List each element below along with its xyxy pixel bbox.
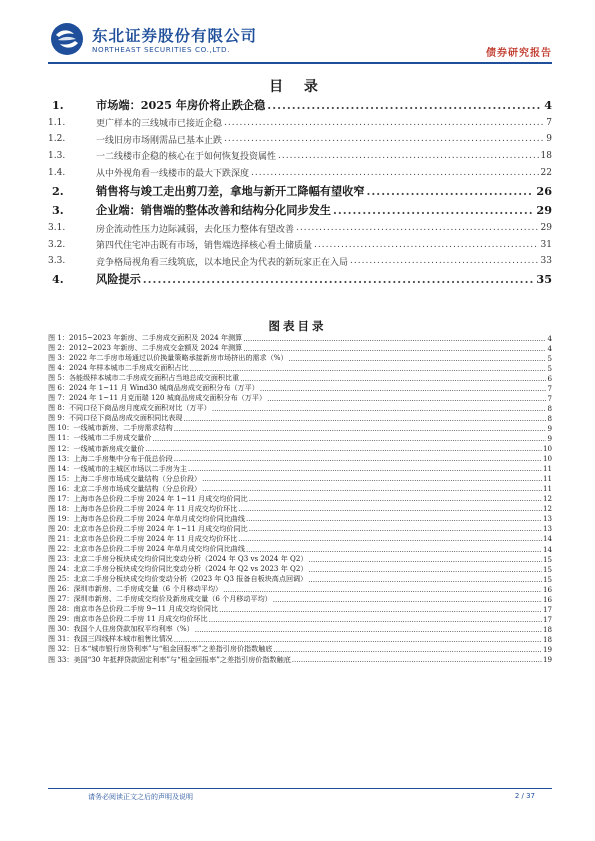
footer-divider	[48, 788, 552, 789]
toc-leader-dots	[314, 240, 539, 250]
toc-entry-page: 29	[540, 223, 552, 234]
figure-entry-title: 图 30：我国个人住房贷款加权平均利率（%）	[48, 624, 194, 634]
figure-leader-dots	[249, 524, 542, 533]
toc-leader-dots	[251, 168, 539, 178]
figure-leader-dots	[238, 504, 542, 513]
toc-leader-dots	[224, 118, 544, 128]
toc-entry-title: 一线旧房市场刚需品已基本止跌	[96, 135, 223, 146]
footer-page-number: 2 / 37	[514, 792, 535, 800]
figure-entry-page: 18	[542, 624, 552, 634]
figure-entry[interactable]	[48, 634, 552, 644]
figure-entry-page: 11	[542, 474, 552, 484]
figure-leader-dots	[273, 645, 542, 654]
figure-leader-dots	[209, 615, 542, 624]
figure-leader-dots	[243, 334, 546, 343]
toc-entry[interactable]	[48, 148, 552, 165]
figure-entry-page: 8	[547, 413, 552, 423]
brand-name-en: NORTHEAST SECURITIES CO.,LTD.	[92, 45, 230, 54]
figure-leader-dots	[308, 575, 542, 584]
toc-entry-title: 企业端：销售端的整体改善和结构分化同步发生	[96, 203, 331, 218]
report-type-label: 债券研究报告	[486, 48, 552, 59]
toc-entry-title: 竞争格局视角看三线筑底，以本地民企为代表的新玩家正在入局	[96, 257, 349, 268]
toc-leader-dots	[296, 223, 539, 233]
toc-entry-page: 31	[540, 239, 552, 250]
toc-entry-page: 4	[544, 97, 552, 112]
figure-entry[interactable]	[48, 614, 552, 624]
toc-entry[interactable]	[48, 270, 552, 290]
figure-leader-dots	[212, 404, 547, 413]
figure-entry-page: 6	[547, 373, 552, 383]
figure-entry-page: 16	[542, 584, 552, 594]
figure-entry-title: 图 12：一线城市新房成交量价	[48, 443, 145, 453]
toc-entry-title: 销售将与竣工走出剪刀差，拿地与新开工降幅有望收窄	[96, 183, 365, 198]
figure-entry[interactable]	[48, 524, 552, 534]
footer-disclaimer: 请务必阅读正文之后的声明及说明	[88, 793, 193, 801]
toc-entry[interactable]	[48, 253, 552, 270]
figure-entry[interactable]	[48, 433, 552, 443]
figure-leader-dots	[246, 514, 542, 523]
figure-entry-title: 图 4：2024 年样本城市二手房成交面积占比	[48, 363, 189, 373]
toc-leader-dots	[143, 272, 535, 286]
toc-leader-dots	[278, 151, 539, 161]
toc-entry-page: 22	[540, 167, 552, 178]
figure-entry-page: 14	[542, 534, 552, 544]
figure-entry-title: 图 29：南京市各总价段二手房 11 月成交均价环比	[48, 614, 208, 624]
figure-entry[interactable]	[48, 624, 552, 634]
figure-entry[interactable]	[48, 484, 552, 494]
figure-entry-title: 图 10：一线城市新房、二手房需求结构	[48, 423, 173, 433]
figure-leader-dots	[202, 484, 542, 493]
figure-entry-page: 12	[542, 494, 552, 504]
toc-entry-number: 3.3.	[48, 256, 66, 267]
figure-leader-dots	[195, 625, 542, 634]
figure-leader-dots	[153, 434, 547, 443]
toc-entry-page: 7	[546, 117, 552, 128]
figure-entry-title: 图 22：北京市各总价段二手房 2024 年单月成交均价同比曲线	[48, 544, 245, 553]
toc-entry-title: 一二线楼市企稳的核心在于如何恢复投资属性	[96, 152, 277, 163]
figure-entry-title: 图 5：各能级样本城市二手房成交面积占当地总成交面积比重	[48, 373, 240, 383]
toc-entry-title: 市场端：2025 年房价将止跌企稳	[96, 97, 266, 112]
figure-entry-title: 图 25：北京二手房分板块成交均价变动分析（2023 年 Q3 报备自板块高点回调）	[48, 574, 308, 584]
figure-leader-dots	[273, 595, 542, 604]
toc-entry-number: 1.4.	[48, 167, 66, 178]
toc-entry-page: 18	[540, 150, 552, 161]
figure-entry[interactable]	[48, 494, 552, 504]
toc-entry-number: 1.1.	[48, 117, 66, 128]
figure-entry[interactable]	[48, 333, 552, 343]
figure-entry-title: 图 26：深圳市新房、二手房成交量（6 个月移动平均）	[48, 584, 223, 594]
page-header	[0, 0, 595, 64]
figure-entry[interactable]	[48, 413, 552, 423]
figure-entry-page: 17	[542, 614, 552, 624]
figure-entry[interactable]	[48, 383, 552, 393]
figure-entry-page: 13	[542, 524, 552, 534]
toc-leader-dots	[333, 203, 534, 217]
figure-entry-page: 19	[542, 644, 552, 654]
figure-entry[interactable]	[48, 353, 552, 363]
toc-entry-page: 33	[540, 256, 552, 267]
figure-entry-page: 11	[542, 464, 552, 474]
figure-leader-dots	[174, 454, 542, 463]
figure-entry-page: 11	[542, 484, 552, 494]
figure-leader-dots	[243, 344, 546, 353]
figure-list	[48, 333, 552, 665]
toc-entry-number: 3.	[52, 203, 64, 218]
toc-leader-dots	[367, 184, 535, 198]
figure-entry[interactable]	[48, 504, 552, 514]
figure-leader-dots	[202, 474, 542, 483]
figure-entry-title: 图 19：上海市各总价段二手房 2024 年单月成交均价同比曲线	[48, 513, 245, 523]
figure-entry-page: 4	[547, 343, 552, 353]
toc-entry-number: 1.2.	[48, 134, 66, 145]
toc-entry-number: 3.1.	[48, 223, 66, 234]
toc-entry-page: 35	[536, 272, 552, 287]
figure-entry-page: 4	[547, 333, 552, 343]
figure-entry[interactable]	[48, 403, 552, 413]
figure-leader-dots	[267, 394, 546, 403]
figure-entry-title: 图 21：北京市各总价段二手房 2024 年 11 月成交均价环比	[48, 533, 238, 543]
toc-entry-title: 更广样本的三线城市已接近企稳	[96, 119, 223, 130]
figure-entry-title: 图 27：深圳市新房、二手房成交均价及新房成交量（6 个月移动平均）	[48, 594, 272, 604]
figure-entry-page: 10	[542, 444, 552, 454]
toc-entry[interactable]	[48, 200, 552, 220]
figure-entry-page: 13	[542, 514, 552, 524]
toc-entry[interactable]	[48, 131, 552, 148]
figure-entry-title: 图 7：2024 年 1~11 月克而瑞 120 城商品房成交面积分布（万平）	[48, 393, 267, 403]
toc-entry-page: 29	[536, 203, 552, 218]
figure-entry-page: 15	[542, 574, 552, 584]
toc-entry[interactable]	[48, 181, 552, 201]
figure-entry-page: 19	[542, 655, 552, 665]
figure-entry-title: 图 1：2015~2023 年新房、二手房成交面积及 2024 年测算	[48, 333, 243, 343]
toc-entry-number: 2.	[52, 183, 64, 198]
toc-entry-number: 1.3.	[48, 150, 66, 161]
figure-entry-title: 图 11：一线城市二手房成交量价	[48, 433, 152, 443]
figure-entry-page: 9	[547, 423, 552, 433]
figure-entry-title: 图 2：2012~2023 年新房、二手房成交金额及 2024 年测算	[48, 343, 243, 353]
figure-entry[interactable]	[48, 373, 552, 383]
toc-entry-number: 4.	[52, 272, 64, 287]
toc-leader-dots	[224, 134, 544, 144]
figure-leader-dots	[145, 444, 542, 453]
figure-leader-dots	[260, 384, 547, 393]
figure-entry[interactable]	[48, 444, 552, 454]
figure-entry-title: 图 3：2022 年二手房市场通过以价换量策略承接新房市场挤出的需求（%）	[48, 353, 288, 363]
figure-entry-page: 16	[542, 594, 552, 604]
toc-entry-page: 9	[546, 134, 552, 145]
figure-entry-title: 图 28：南京市各总价段二手房 9~11 月成交均价同比	[48, 604, 219, 614]
figure-entry-title: 图 33：美国“30 年抵押贷款固定利率”与“租金回报率”之差指引房价指数触底	[48, 654, 291, 664]
figure-entry-title: 图 9：不同口径下商品房成交面积同比表现	[48, 413, 183, 423]
figure-entry-title: 图 13：上海二手房集中分布于低总价段	[48, 453, 173, 463]
figure-leader-dots	[238, 534, 542, 543]
figure-entry[interactable]	[48, 604, 552, 614]
figure-entry-title: 图 6：2024 年 1~11 月 Wind30 城商品房成交面积分布（万平）	[48, 383, 259, 393]
figure-entry[interactable]	[48, 454, 552, 464]
figure-leader-dots	[223, 585, 542, 594]
figure-entry[interactable]	[48, 544, 552, 554]
figure-entry-title: 图 31：我国三四线样本城市租售比情况	[48, 634, 173, 644]
toc-entry[interactable]	[48, 164, 552, 181]
toc-entry[interactable]	[48, 115, 552, 132]
figure-leader-dots	[240, 374, 546, 383]
figure-leader-dots	[174, 424, 547, 433]
figure-entry-page: 7	[547, 383, 552, 393]
figure-leader-dots	[190, 364, 547, 373]
figure-entry[interactable]	[48, 594, 552, 604]
toc-entry[interactable]	[48, 236, 552, 253]
toc-leader-dots	[267, 98, 542, 112]
figure-entry-title: 图 14：一线城市的主城区市场以二手房为主	[48, 463, 187, 473]
figure-entry[interactable]	[48, 584, 552, 594]
figure-entry-title: 图 23：北京二手房分板块成交均价同比变动分析（2024 年 Q3 vs 2024 年 Q2）	[48, 554, 308, 564]
figure-entry[interactable]	[48, 574, 552, 584]
toc-entry-title: 从中外视角看一线楼市的最大下跌深度	[96, 169, 250, 180]
figure-leader-dots	[289, 354, 547, 363]
toc-leader-dots	[350, 256, 539, 266]
figure-entry-title: 图 8：不同口径下商品房月度成交面积对比（万平）	[48, 403, 211, 413]
figure-entry-title: 图 24：北京二手房分板块成交均价同比变动分析（2024 年 Q2 vs 2023 年 Q2）	[48, 564, 308, 574]
toc-entry-number: 3.2.	[48, 239, 66, 250]
figure-leader-dots	[174, 635, 542, 644]
toc-entry[interactable]	[48, 220, 552, 237]
figure-leader-dots	[219, 605, 542, 614]
toc-entry-title: 风险提示	[96, 272, 141, 287]
figure-entry-page: 8	[547, 403, 552, 413]
figure-entry-page: 15	[542, 564, 552, 574]
figure-entry-page: 5	[547, 363, 552, 373]
figure-entry-page: 12	[542, 504, 552, 514]
figure-leader-dots	[308, 565, 541, 574]
figure-entry-page: 7	[547, 393, 552, 403]
figure-entry-page: 14	[542, 544, 552, 554]
figure-entry-page: 10	[542, 454, 552, 464]
figure-entry-page: 5	[547, 353, 552, 363]
toc-entry[interactable]	[48, 95, 552, 115]
figure-entry[interactable]	[48, 514, 552, 524]
toc-entry-page: 26	[536, 183, 552, 198]
figure-entry[interactable]	[48, 363, 552, 373]
toc-entry-title: 第四代住宅冲击既有市场，销售端选择核心看土储质量	[96, 241, 313, 252]
toc-heading: 目 录	[269, 79, 326, 95]
figure-entry-title: 图 18：上海市各总价段二手房 2024 年 11 月成交均价环比	[48, 503, 238, 513]
table-of-contents	[48, 95, 552, 289]
figure-entry[interactable]	[48, 393, 552, 403]
figure-leader-dots	[292, 655, 542, 664]
figure-entry-page: 15	[542, 554, 552, 564]
figure-entry[interactable]	[48, 564, 552, 574]
figure-entry[interactable]	[48, 655, 552, 665]
brand-name-cn: 东北证券股份有限公司	[92, 27, 258, 45]
figure-entry-title: 图 15：上海二手房市场成交量结构（分总价段）	[48, 473, 202, 483]
figure-leader-dots	[249, 494, 542, 503]
figure-entry-title: 图 17：上海市各总价段二手房 2024 年 1~11 月成交均价同比	[48, 493, 248, 503]
figure-entry-page: 9	[547, 433, 552, 443]
figure-leader-dots	[188, 464, 542, 473]
toc-entry-title: 房企流动性压力边际减弱，去化压力整体有望改善	[96, 224, 295, 235]
figure-leader-dots	[183, 414, 546, 423]
figure-entry-title: 图 32：日本“城市银行房贷利率”与“租金回报率”之差指引房价指数触底	[48, 644, 273, 654]
figure-entry[interactable]	[48, 464, 552, 474]
figure-entry[interactable]	[48, 534, 552, 544]
figure-entry-page: 18	[542, 634, 552, 644]
figure-list-heading: 图表目录	[268, 319, 327, 333]
figure-entry[interactable]	[48, 554, 552, 564]
figure-entry-title: 图 20：北京市各总价段二手房 2024 年 1~11 月成交均价同比	[48, 523, 248, 533]
company-logo-icon	[50, 22, 84, 56]
figure-entry[interactable]	[48, 343, 552, 353]
figure-entry-title: 图 16：北京二手房市场成交量结构（分总价段）	[48, 483, 202, 493]
figure-entry[interactable]	[48, 474, 552, 484]
figure-leader-dots	[308, 555, 541, 564]
header-divider	[48, 62, 552, 64]
figure-entry[interactable]	[48, 644, 552, 654]
toc-entry-number: 1.	[52, 97, 64, 112]
figure-leader-dots	[246, 545, 542, 554]
figure-entry-page: 17	[542, 604, 552, 614]
figure-entry[interactable]	[48, 423, 552, 433]
